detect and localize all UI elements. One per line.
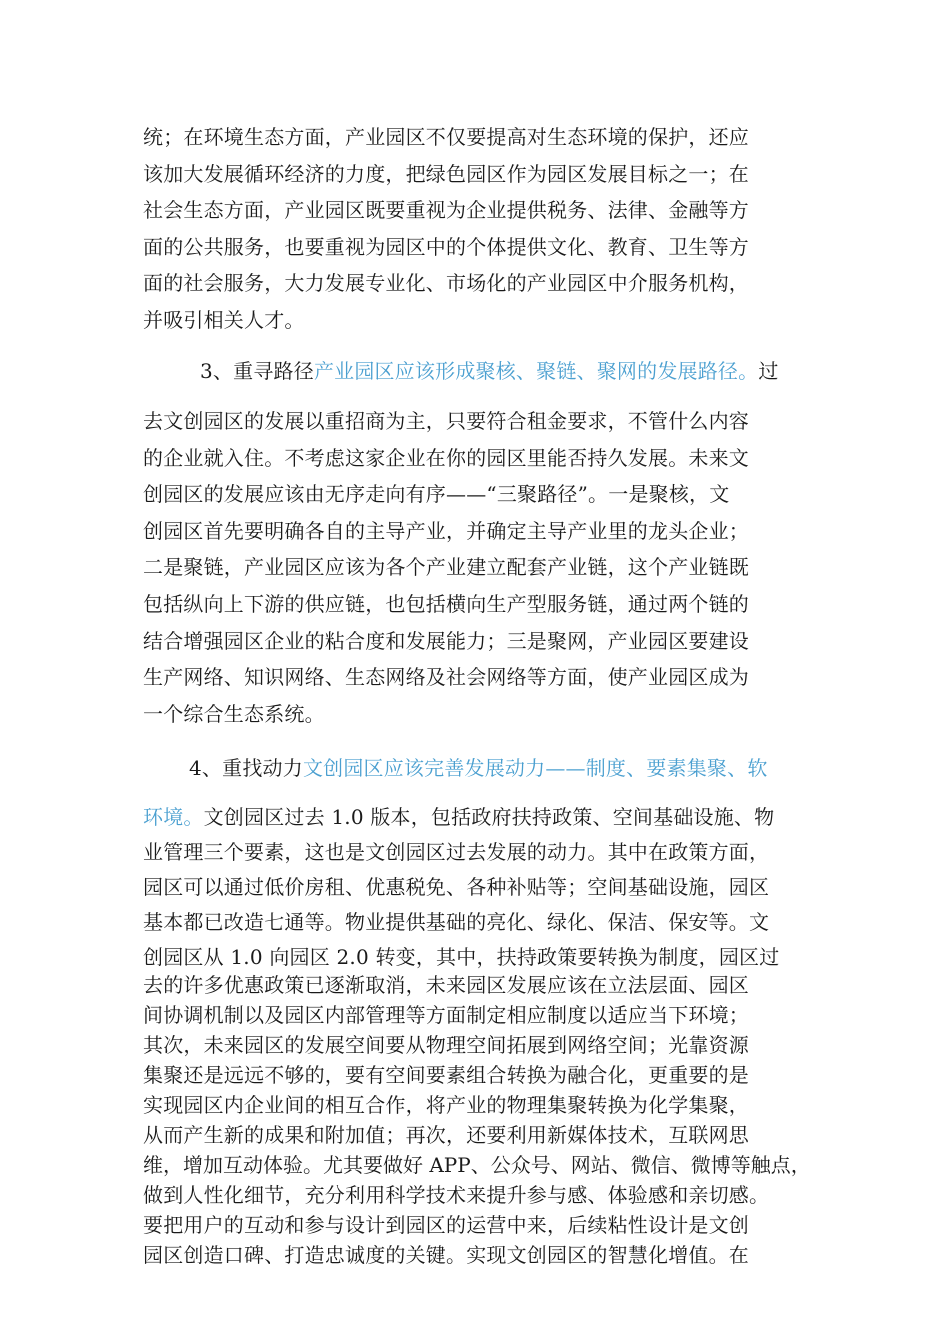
text-line: 业管理三个要素，这也是文创园区过去发展的动力。其中在政策方面， (143, 840, 770, 864)
heading-3-prefix: 3、重寻路径 (200, 359, 314, 383)
first-line-highlight: 环境。 (143, 805, 204, 829)
text-line: 实现园区内企业间的相互合作，将产业的物理集聚转换为化学集聚， (143, 1093, 749, 1117)
text-line: 生产网络、知识网络、生态网络及社会网络等方面，使产业园区成为 (143, 665, 749, 690)
text-line (143, 800, 815, 835)
heading-3-suffix: 过 (758, 359, 779, 383)
text-line: 结合增强园区企业的粘合度和发展能力；三是聚网，产业园区要建设 (143, 628, 749, 653)
text-line: 园区可以通过低价房租、优惠税免、各种补贴等；空间基础设施，园区 (143, 875, 770, 899)
heading-4-prefix: 4、重找动力 (189, 756, 303, 780)
text-line: 该加大发展循环经济的力度，把绿色园区作为园区发展目标之一；在 (143, 161, 749, 186)
text-line: 间协调机制以及园区内部管理等方面制定相应制度以适应当下环境； (143, 1003, 749, 1027)
text-line: 集聚还是远远不够的，要有空间要素组合转换为融合化，更重要的是 (143, 1063, 749, 1087)
text-line: 做到人性化细节，充分利用科学技术来提升参与感、体验感和亲切感。 (143, 1183, 770, 1207)
paragraph-dynamics-part-1 (143, 800, 815, 975)
text-line: 社会生态方面，产业园区既要重视为企业提供税务、法律、金融等方 (143, 198, 749, 222)
text-line: 其次，未来园区的发展空间要从物理空间拓展到网络空间；光靠资源 (143, 1033, 749, 1057)
text-line: 统；在环境生态方面，产业园区不仅要提高对生态环境的保护，还应 (143, 125, 749, 149)
text-line: 园区创造口碑、打造忠诚度的关键。实现文创园区的智慧化增值。在 (143, 1243, 749, 1267)
text-line: 创园区的发展应该由无序走向有序——“三聚路径”。一是聚核，文 (143, 482, 730, 507)
text-line: 二是聚链，产业园区应该为各个产业建立配套产业链，这个产业链既 (143, 555, 749, 580)
text-line: 一个综合生态系统。 (143, 701, 325, 726)
text-line: 去的许多优惠政策已逐渐取消，未来园区发展应该在立法层面、园区 (143, 973, 749, 997)
text-line: 并吸引相关人才。 (143, 307, 305, 332)
text-line: 面的社会服务，大力发展专业化、市场化的产业园区中介服务机构， (143, 271, 749, 295)
heading-3-highlight: 产业园区应该形成聚核、聚链、聚网的发展路径。 (313, 359, 759, 383)
section-heading-4 (189, 750, 815, 786)
text-line: 基本都已改造七通等。物业提供基础的亮化、绿化、保洁、保安等。文 (143, 910, 770, 934)
paragraph-three-paths (143, 403, 815, 732)
section-heading-3 (200, 353, 815, 389)
heading-4-highlight: 文创园区应该完善发展动力——制度、要素集聚、软 (302, 756, 768, 780)
paragraph-eco-services (143, 119, 815, 338)
first-line-rest: 文创园区过去 1.0 版本，包括政府扶持政策、空间基础设施、物 (203, 805, 775, 829)
text-line: 创园区从 1.0 向园区 2.0 转变，其中，扶持政策要转换为制度，园区过 (143, 945, 780, 969)
text-line: 要把用户的互动和参与设计到园区的运营中来，后续粘性设计是文创 (143, 1213, 749, 1237)
text-line: 维，增加互动体验。尤其要做好 APP、公众号、网站、微信、微博等触点， (143, 1153, 811, 1177)
paragraph-dynamics-part-2 (143, 970, 815, 1270)
text-line: 包括纵向上下游的供应链，也包括横向生产型服务链，通过两个链的 (143, 591, 749, 616)
text-line: 的企业就入住。不考虑这家企业在你的园区里能否持久发展。未来文 (143, 445, 749, 470)
text-line: 创园区首先要明确各自的主导产业，并确定主导产业里的龙头企业； (143, 518, 749, 543)
text-line: 去文创园区的发展以重招商为主，只要符合租金要求，不管什么内容 (143, 409, 749, 433)
text-line: 从而产生新的成果和附加值；再次，还要利用新媒体技术，互联网思 (143, 1123, 749, 1147)
text-line: 面的公共服务，也要重视为园区中的个体提供文化、教育、卫生等方 (143, 234, 749, 259)
